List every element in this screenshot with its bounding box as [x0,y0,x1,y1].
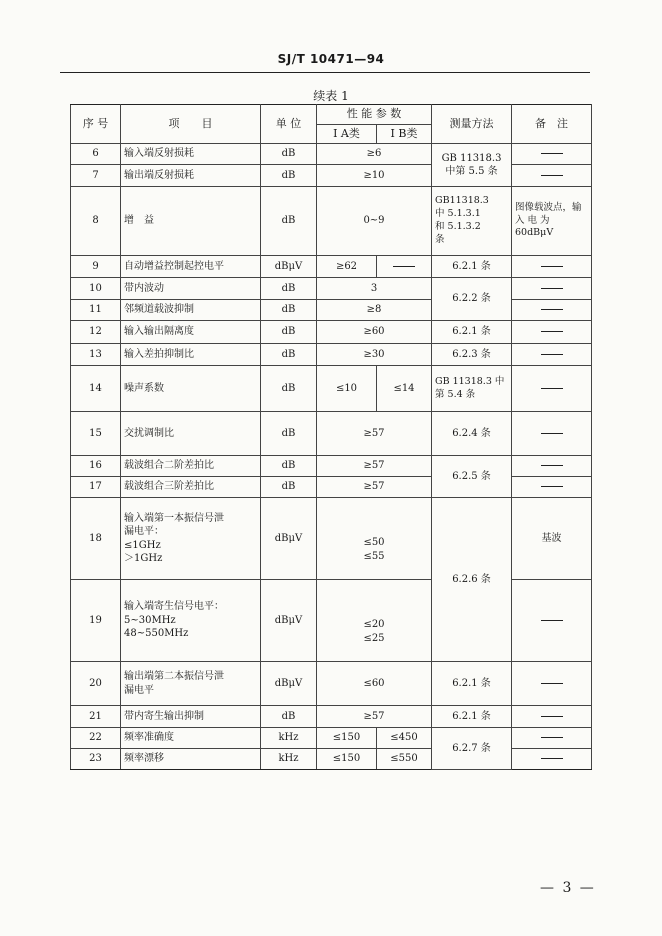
table-row [71,321,592,344]
dash-mark [541,620,563,621]
dash-mark [541,433,563,434]
row-unit: dB [261,366,317,412]
dash-mark [541,486,563,487]
row-number: 13 [71,344,121,366]
row-number: 12 [71,321,121,344]
dash-mark [541,309,563,310]
row-item: 载波组合二阶差拍比 [121,456,261,477]
row-number: 20 [71,662,121,706]
row-method: 6.2.1 条 [432,256,512,278]
col-class-a: I A类 [317,125,377,144]
standard-number: SJ/T 10471—94 [277,52,385,66]
row-unit: dB [261,321,317,344]
row-number: 6 [71,144,121,165]
dash-mark [541,737,563,738]
row-unit: dBμV [261,662,317,706]
row-unit: dB [261,706,317,728]
row-remark [512,144,592,165]
row-value-class-a: ≥62 [317,256,377,278]
row-number: 9 [71,256,121,278]
col-unit: 单 位 [261,105,317,144]
row-item: 载波组合三阶差拍比 [121,477,261,498]
row-value: ≤60 [317,662,432,706]
row-method: 6.2.2 条 [432,278,512,321]
row-item: 增 益 [121,187,261,256]
row-method: 6.2.7 条 [432,728,512,770]
row-remark [512,256,592,278]
row-value: 3 [317,278,432,300]
dash-mark [541,716,563,717]
row-value: ≤50 ≤55 [317,498,432,580]
row-number: 8 [71,187,121,256]
table-row [71,412,592,456]
row-item: 自动增益控制起控电平 [121,256,261,278]
col-performance: 性 能 参 数 [317,105,432,125]
row-value: ≥57 [317,412,432,456]
dash-mark [541,683,563,684]
row-item: 输入端寄生信号电平： 5~30MHz 48~550MHz [121,580,261,662]
dash-mark [541,175,563,176]
row-value: ≥57 [317,706,432,728]
dash-mark [541,354,563,355]
row-number: 19 [71,580,121,662]
col-class-b: I B类 [377,125,432,144]
table-row [71,187,592,256]
row-method: GB11318.3 中 5.1.3.1 和 5.1.3.2 条 [432,187,512,256]
row-number: 23 [71,749,121,770]
row-item: 输入输出隔离度 [121,321,261,344]
row-value-class-b [377,256,432,278]
row-remark [512,749,592,770]
col-seq: 序 号 [71,105,121,144]
page-number: — 3 — [540,880,596,896]
row-method: 6.2.6 条 [432,498,512,662]
row-unit: dB [261,412,317,456]
row-unit: kHz [261,749,317,770]
row-item: 频率准确度 [121,728,261,749]
row-remark [512,662,592,706]
row-number: 17 [71,477,121,498]
row-value-class-b: ≤450 [377,728,432,749]
row-unit: dBμV [261,498,317,580]
row-value: ≥6 [317,144,432,165]
row-unit: dB [261,187,317,256]
row-unit: kHz [261,728,317,749]
row-unit: dBμV [261,580,317,662]
row-method: 6.2.4 条 [432,412,512,456]
row-item: 频率漂移 [121,749,261,770]
row-unit: dB [261,456,317,477]
dash-mark [541,388,563,389]
row-item: 输入差拍抑制比 [121,344,261,366]
row-item: 交扰调制比 [121,412,261,456]
table-row [71,300,592,321]
row-item: 输出端第二本振信号泄 漏电平 [121,662,261,706]
row-unit: dB [261,278,317,300]
row-method: GB 11318.3 中第 5.4 条 [432,366,512,412]
table-row [71,728,592,749]
row-method: 6.2.1 条 [432,321,512,344]
row-unit: dB [261,300,317,321]
row-method: 6.2.3 条 [432,344,512,366]
spec-table [70,104,592,770]
table-row [71,344,592,366]
row-unit: dB [261,344,317,366]
row-method: 6.2.1 条 [432,706,512,728]
dash-mark [393,266,415,267]
row-number: 16 [71,456,121,477]
row-remark [512,165,592,187]
table-row [71,662,592,706]
dash-mark [541,758,563,759]
row-remark [512,477,592,498]
row-value-class-a: ≤150 [317,728,377,749]
row-remark [512,321,592,344]
table-row [71,706,592,728]
row-value: ≥10 [317,165,432,187]
row-number: 11 [71,300,121,321]
row-unit: dBμV [261,256,317,278]
header-rule [60,72,590,73]
table-row [71,477,592,498]
col-method: 测量方法 [432,105,512,144]
row-value-class-a: ≤10 [317,366,377,412]
row-item: 带内寄生输出抑制 [121,706,261,728]
dash-mark [541,288,563,289]
table-row [71,278,592,300]
row-remark [512,706,592,728]
row-remark [512,728,592,749]
row-unit: dB [261,144,317,165]
row-value: ≤20 ≤25 [317,580,432,662]
row-number: 14 [71,366,121,412]
dash-mark [541,266,563,267]
row-number: 22 [71,728,121,749]
table-row [71,456,592,477]
dash-mark [541,465,563,466]
dash-mark [541,153,563,154]
row-method: 6.2.1 条 [432,662,512,706]
row-remark: 基波 [512,498,592,580]
row-number: 21 [71,706,121,728]
row-unit: dB [261,477,317,498]
col-remark: 备 注 [512,105,592,144]
row-number: 7 [71,165,121,187]
row-method: 6.2.5 条 [432,456,512,498]
table-row [71,144,592,165]
row-number: 10 [71,278,121,300]
row-value-class-b: ≤550 [377,749,432,770]
col-item: 项 目 [121,105,261,144]
row-method: GB 11318.3 中第 5.5 条 [432,144,512,187]
row-item: 输入端反射损耗 [121,144,261,165]
table-row [71,165,592,187]
row-remark [512,580,592,662]
dash-mark [541,331,563,332]
row-value: 0~9 [317,187,432,256]
row-value: ≥57 [317,477,432,498]
row-remark [512,278,592,300]
row-item: 输出端反射损耗 [121,165,261,187]
row-value: ≥60 [317,321,432,344]
table-row [71,749,592,770]
table-caption: 续表 1 [313,89,349,103]
row-remark [512,366,592,412]
row-remark [512,300,592,321]
row-remark [512,412,592,456]
row-number: 18 [71,498,121,580]
row-remark [512,456,592,477]
row-unit: dB [261,165,317,187]
row-remark [512,344,592,366]
row-item: 噪声系数 [121,366,261,412]
table-row [71,498,592,580]
row-item: 输入端第一本振信号泄 漏电平： ≤1GHz ＞1GHz [121,498,261,580]
row-remark: 图像载波点，输 入 电 为 60dBμV [512,187,592,256]
row-number: 15 [71,412,121,456]
row-value: ≥8 [317,300,432,321]
row-value-class-b: ≤14 [377,366,432,412]
row-value-class-a: ≤150 [317,749,377,770]
row-value: ≥57 [317,456,432,477]
table-row [71,580,592,662]
table-row [71,256,592,278]
row-item: 邻频道载波抑制 [121,300,261,321]
row-item: 带内波动 [121,278,261,300]
table-row [71,366,592,412]
row-value: ≥30 [317,344,432,366]
